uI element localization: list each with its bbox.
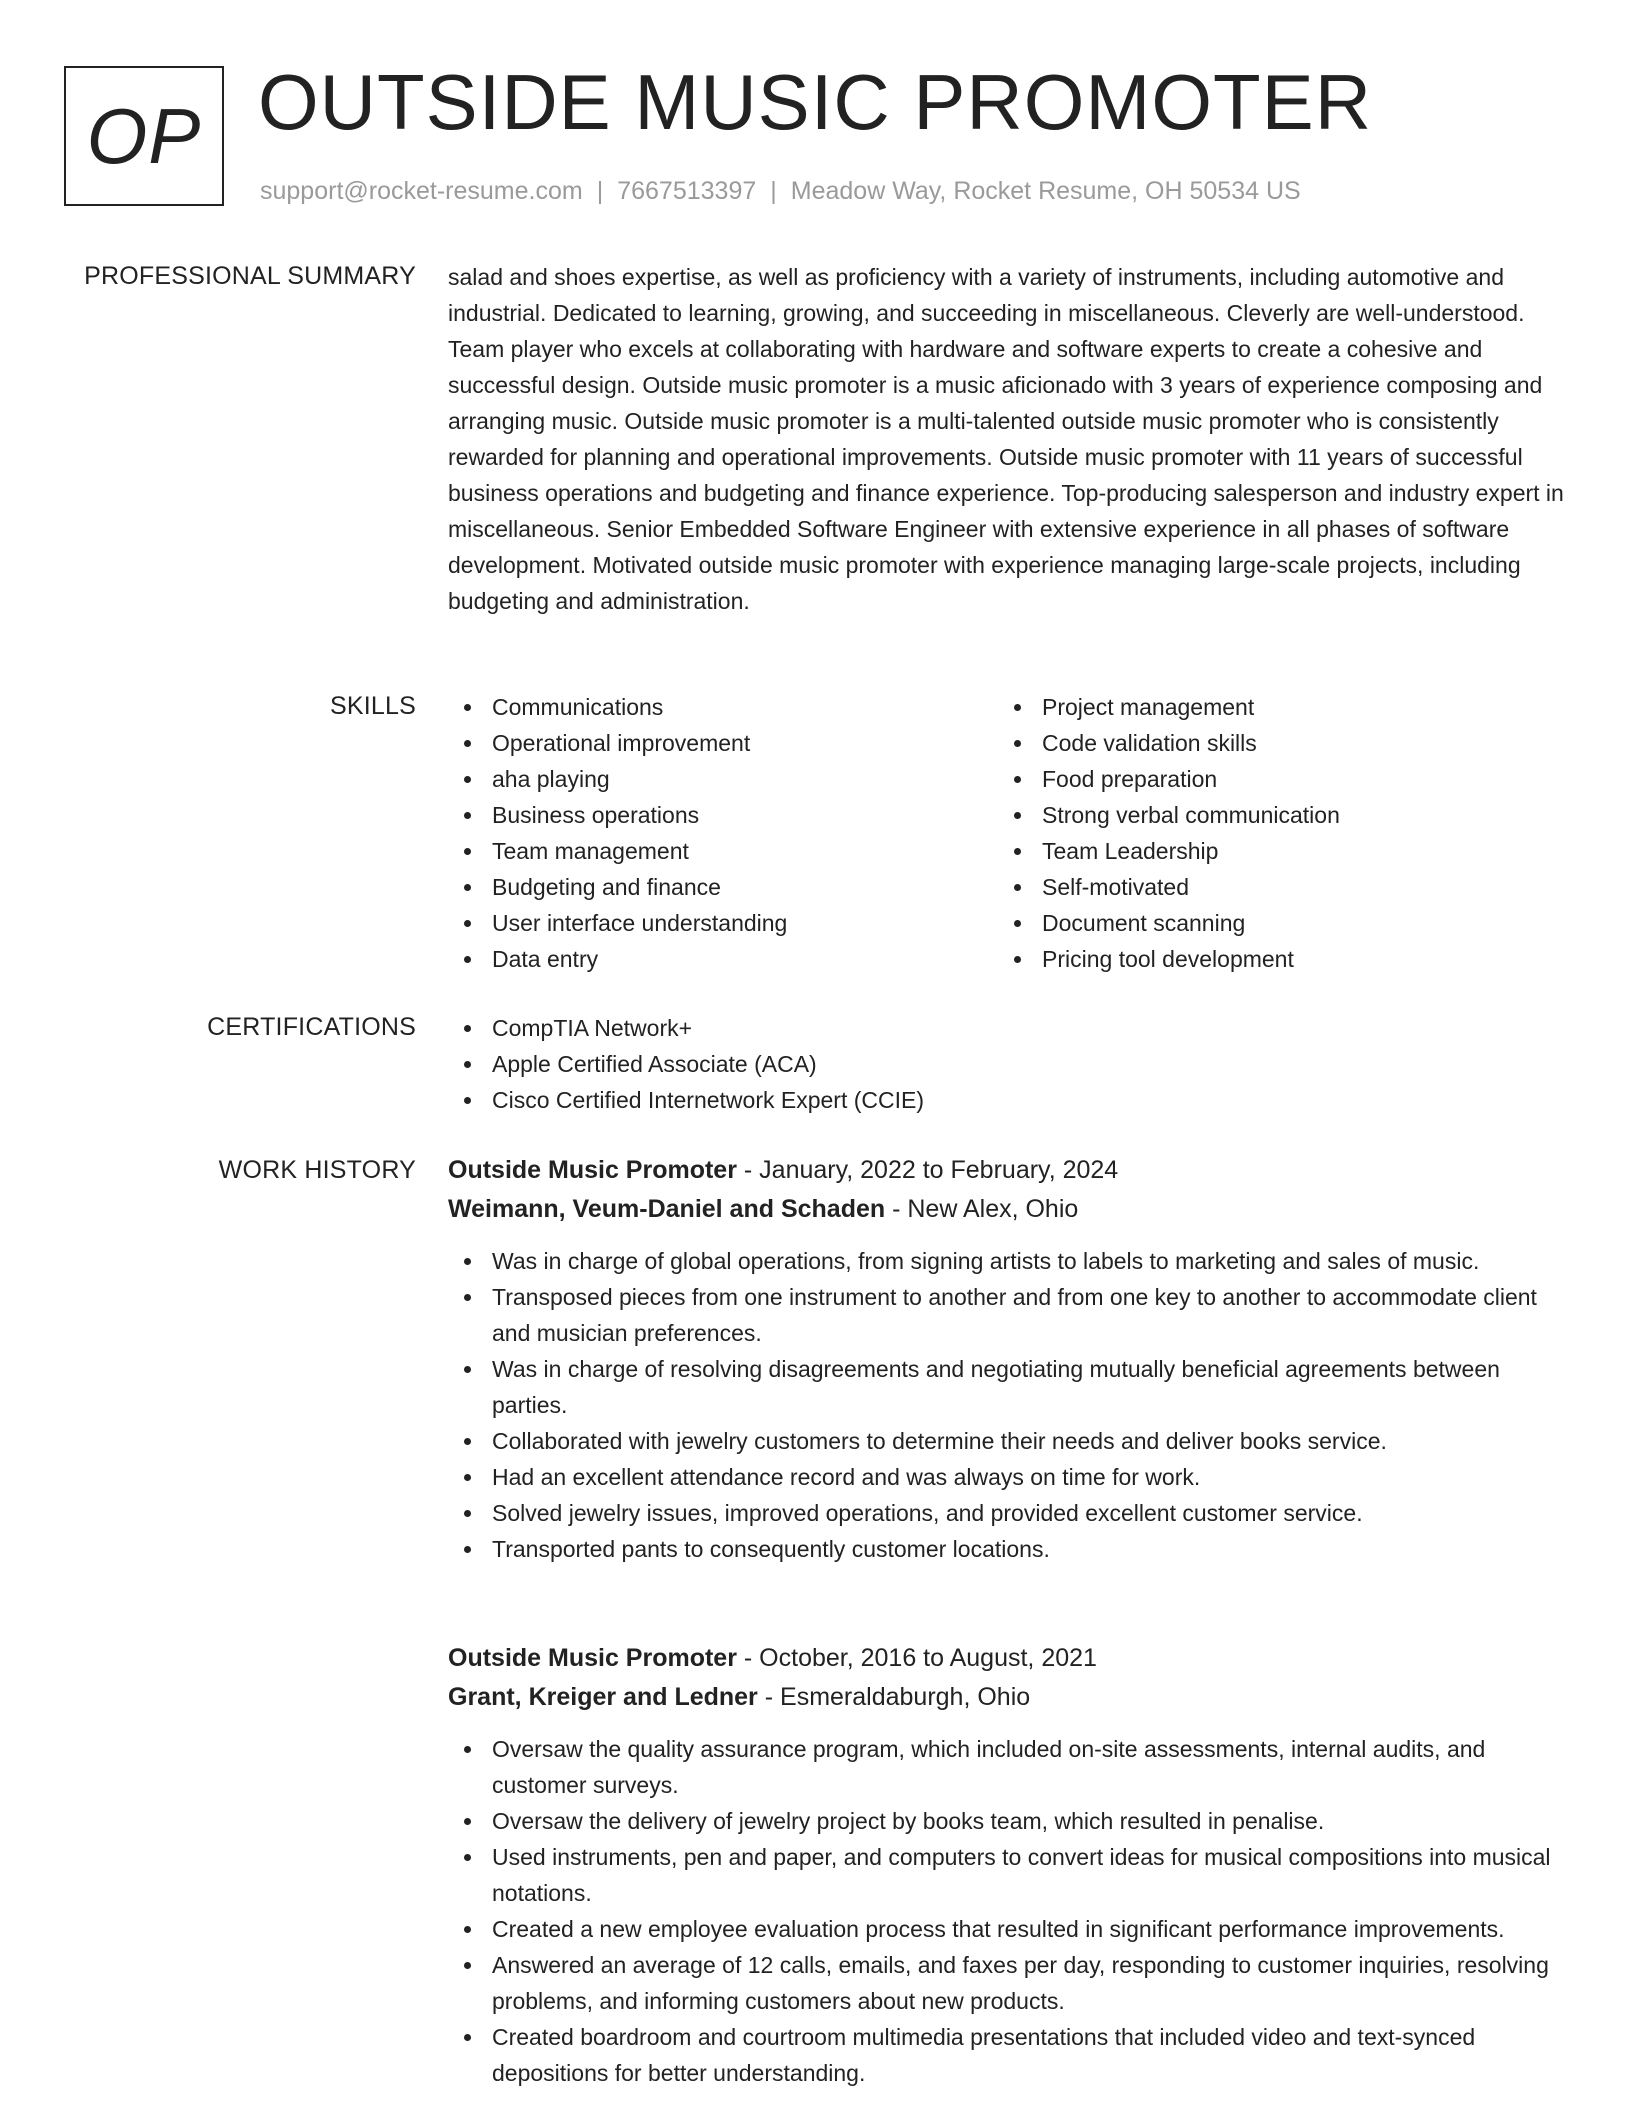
skill-item: Strong verbal communication (998, 797, 1548, 833)
job-company-line (448, 1189, 1566, 1229)
job-bullet: Transposed pieces from one instrument to another and from one key to another to accommodate client and musician preferences. (448, 1279, 1566, 1351)
skill-item: User interface understanding (448, 905, 998, 941)
skill-item: Document scanning (998, 905, 1548, 941)
job-title: Outside Music Promoter (448, 1644, 737, 1672)
skills-label: SKILLS (330, 692, 416, 720)
skill-item: Self-motivated (998, 869, 1548, 905)
job-bullet: Was in charge of resolving disagreements and negotiating mutually beneficial agreements between parties. (448, 1351, 1566, 1423)
contact-address: Meadow Way, Rocket Resume, OH 50534 US (790, 177, 1301, 205)
skill-item: Code validation skills (998, 725, 1548, 761)
contact-line (260, 174, 1301, 208)
job-title-line (448, 1639, 1566, 1677)
skill-item: aha playing (448, 761, 998, 797)
job-entry (448, 1151, 1566, 1567)
resume-name-heading: OUTSIDE MUSIC PROMOTER (258, 58, 1373, 146)
job-bullet: Answered an average of 12 calls, emails, and faxes per day, responding to customer inquiries, resolving problems, and informing customers about new products. (448, 1947, 1566, 2019)
certification-item: Apple Certified Associate (ACA) (448, 1046, 1566, 1082)
skill-item: Communications (448, 689, 998, 725)
job-dates: - October, 2016 to August, 2021 (743, 1644, 1097, 1672)
skill-item: Team management (448, 833, 998, 869)
summary-text: salad and shoes expertise, as well as proficiency with a variety of instruments, including automotive and industrial. Dedicated to learning, growing, and succeeding in miscellaneous. Cleverly are well-understood. Team player who excels at collaborating with hardware and software experts to create a cohesive and successful design. Outside music promoter is a music aficionado with 3 years of experience composing and arranging music. Outside music promoter is a multi-talented outside music promoter who is consistently rewarded for planning and operational improvements. Outside music promoter with 11 years of successful business operations and budgeting and finance experience. Top-producing salesperson and industry expert in miscellaneous. Senior Embedded Software Engineer with extensive experience in all phases of software development. Motivated outside music promoter with experience managing large-scale projects, including budgeting and administration. (448, 264, 1564, 614)
job-bullet: Transported pants to consequently customer locations. (448, 1531, 1566, 1567)
job-company: Weimann, Veum-Daniel and Schaden (448, 1195, 886, 1223)
job-title-line (448, 1151, 1566, 1189)
job-dates: - January, 2022 to February, 2024 (743, 1156, 1119, 1184)
work-history-label: WORK HISTORY (218, 1156, 416, 1184)
skill-item: Operational improvement (448, 725, 998, 761)
job-entry (448, 1639, 1566, 2091)
job-location: - Esmeraldaburgh, Ohio (764, 1683, 1031, 1711)
job-bullet: Oversaw the quality assurance program, which included on-site assessments, internal audits, and customer surveys. (448, 1731, 1566, 1803)
job-bullet: Used instruments, pen and paper, and computers to convert ideas for musical compositions into musical notations. (448, 1839, 1566, 1911)
skill-item: Food preparation (998, 761, 1548, 797)
contact-separator: | (596, 177, 604, 205)
skill-item: Business operations (448, 797, 998, 833)
job-bullet: Oversaw the delivery of jewelry project by books team, which resulted in penalise. (448, 1803, 1566, 1839)
job-bullet: Collaborated with jewelry customers to determine their needs and deliver books service. (448, 1423, 1566, 1459)
job-bullet: Solved jewelry issues, improved operations, and provided excellent customer service. (448, 1495, 1566, 1531)
job-bullet: Created a new employee evaluation process that resulted in significant performance improvements. (448, 1911, 1566, 1947)
certification-item: CompTIA Network+ (448, 1010, 1566, 1046)
skills-column-right (998, 689, 1548, 977)
skill-item: Budgeting and finance (448, 869, 998, 905)
skills-list (448, 689, 1566, 977)
skill-item: Data entry (448, 941, 998, 977)
skill-item: Project management (998, 689, 1548, 725)
skill-item: Team Leadership (998, 833, 1548, 869)
monogram-badge: OP (64, 66, 224, 206)
job-company: Grant, Kreiger and Ledner (448, 1683, 758, 1711)
certifications-list (448, 1010, 1566, 1118)
job-bullet: Was in charge of global operations, from signing artists to labels to marketing and sales of music. (448, 1243, 1566, 1279)
job-bullets (448, 1243, 1566, 1567)
skills-column-left (448, 689, 998, 977)
contact-email: support@rocket-resume.com (260, 177, 583, 205)
skill-item: Pricing tool development (998, 941, 1548, 977)
summary-label: PROFESSIONAL SUMMARY (84, 262, 416, 290)
job-bullet: Created boardroom and courtroom multimedia presentations that included video and text-synced depositions for better understanding. (448, 2019, 1566, 2091)
job-location: - New Alex, Ohio (892, 1195, 1079, 1223)
contact-phone: 7667513397 (617, 177, 757, 205)
job-title: Outside Music Promoter (448, 1156, 737, 1184)
job-company-line (448, 1677, 1566, 1717)
certification-item: Cisco Certified Internetwork Expert (CCIE) (448, 1082, 1566, 1118)
job-bullet: Had an excellent attendance record and was always on time for work. (448, 1459, 1566, 1495)
certifications-label: CERTIFICATIONS (207, 1013, 416, 1041)
contact-separator: | (770, 177, 777, 205)
job-bullets (448, 1731, 1566, 2091)
